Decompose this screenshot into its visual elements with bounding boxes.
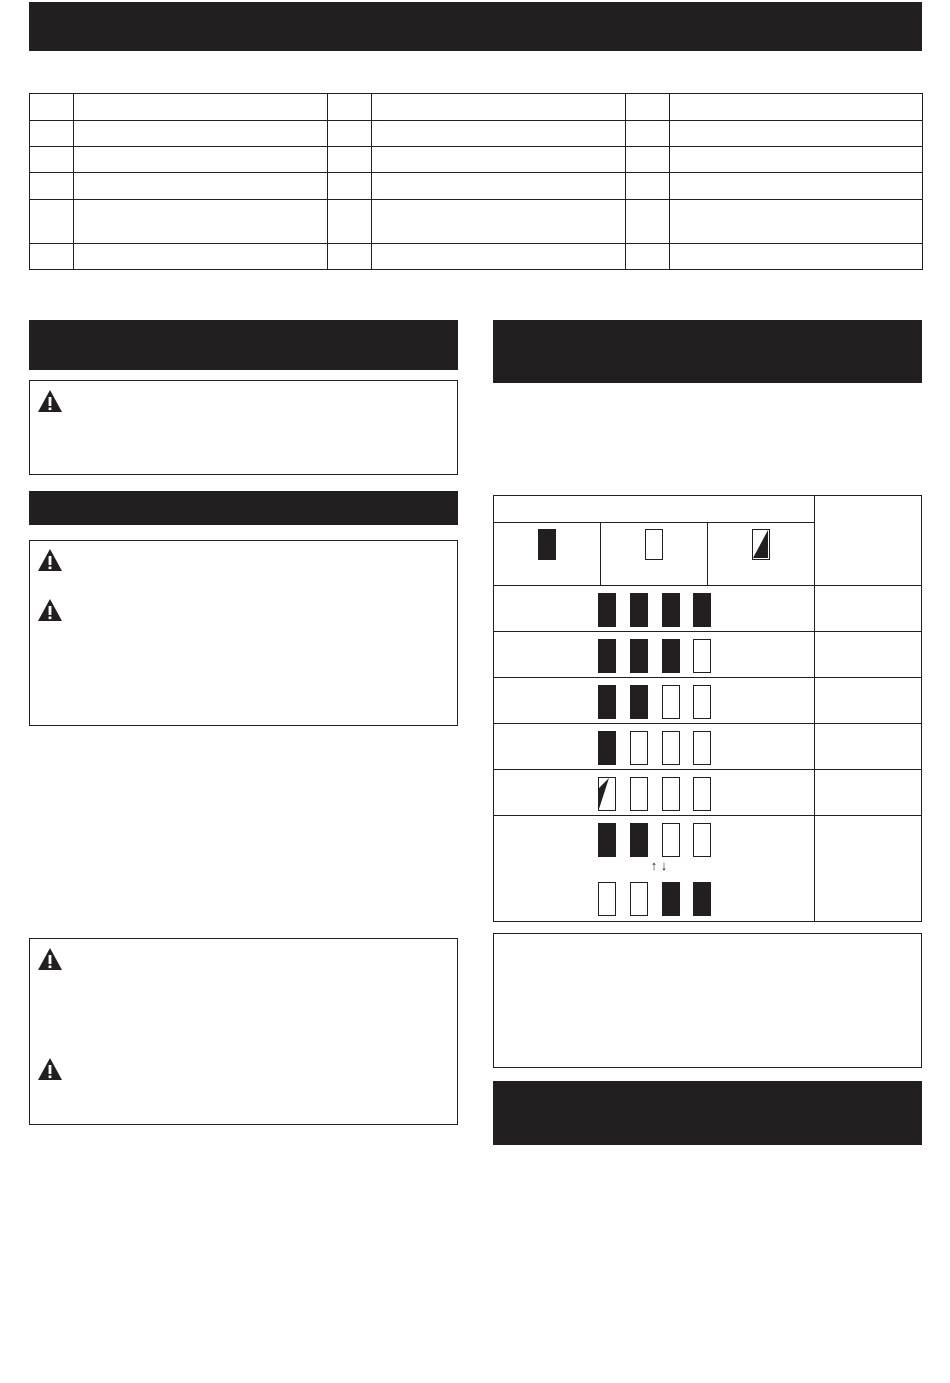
part-number-cell — [30, 173, 74, 200]
table-divider — [707, 522, 708, 585]
part-number-cell — [626, 200, 670, 244]
lamp-row-6-alt-4 — [693, 882, 711, 916]
part-name-cell — [74, 94, 328, 121]
table-divider — [600, 522, 601, 585]
table-row — [30, 244, 923, 270]
lamp-row-1-3 — [662, 593, 680, 627]
lamp-row-6-2 — [630, 823, 648, 857]
page-header-bar — [29, 2, 922, 51]
row-divider — [494, 631, 921, 632]
part-name-cell — [372, 147, 626, 173]
lamp-row-1-1 — [598, 593, 616, 627]
alternating-arrows: ↑ ↓ — [650, 858, 668, 873]
part-number-cell — [30, 147, 74, 173]
lamp-row-3-2 — [630, 685, 648, 719]
lamp-row-4-2 — [630, 731, 648, 765]
lamp-row-2-4 — [693, 639, 711, 673]
lamp-row-6-1 — [598, 823, 616, 857]
lamp-row-2-1 — [598, 639, 616, 673]
row-divider — [494, 815, 921, 816]
table-divider — [814, 496, 815, 921]
legend-off-lamp — [645, 529, 663, 560]
warning-triangle-icon — [37, 1057, 63, 1081]
section-header-left-1 — [29, 320, 458, 370]
lamp-row-4-4 — [693, 731, 711, 765]
note-box — [493, 933, 922, 1068]
part-number-cell — [30, 200, 74, 244]
warning-triangle-icon — [37, 947, 63, 971]
legend-blinking-lamp — [752, 529, 770, 560]
lamp-row-3-3 — [662, 685, 680, 719]
part-name-cell — [74, 244, 328, 270]
part-name-cell — [670, 244, 923, 270]
part-name-cell — [670, 200, 923, 244]
part-name-cell — [74, 200, 328, 244]
part-number-cell — [328, 147, 372, 173]
battery-indicator-table — [493, 495, 922, 922]
table-row — [30, 173, 923, 200]
part-number-cell — [328, 121, 372, 147]
lamp-row-4-1 — [598, 731, 616, 765]
row-divider — [494, 677, 921, 678]
part-number-cell — [626, 94, 670, 121]
table-row — [30, 121, 923, 147]
part-number-cell — [328, 244, 372, 270]
warning-triangle-icon — [37, 548, 63, 572]
lamp-row-1-2 — [630, 593, 648, 627]
lamp-row-6-alt-2 — [630, 882, 648, 916]
lamp-row-6-3 — [662, 823, 680, 857]
lamp-row-5-1 — [598, 777, 616, 811]
table-divider — [494, 522, 814, 523]
warning-triangle-icon — [37, 598, 63, 622]
lamp-row-1-4 — [693, 593, 711, 627]
part-name-cell — [74, 121, 328, 147]
lamp-row-5-3 — [662, 777, 680, 811]
section-header-right-2 — [493, 1081, 922, 1145]
lamp-row-6-4 — [693, 823, 711, 857]
lamp-row-2-3 — [662, 639, 680, 673]
warning-triangle-icon — [37, 389, 63, 413]
lamp-row-3-4 — [693, 685, 711, 719]
section-header-left-2 — [29, 491, 458, 525]
part-number-cell — [626, 121, 670, 147]
part-number-cell — [30, 121, 74, 147]
lamp-row-5-4 — [693, 777, 711, 811]
lamp-row-3-1 — [598, 685, 616, 719]
part-number-cell — [30, 94, 74, 121]
table-row — [30, 147, 923, 173]
part-name-cell — [670, 173, 923, 200]
lamp-row-6-alt-1 — [598, 882, 616, 916]
legend-lighted-lamp — [538, 529, 556, 560]
part-name-cell — [670, 94, 923, 121]
part-name-cell — [372, 244, 626, 270]
part-number-cell — [626, 173, 670, 200]
row-divider — [494, 723, 921, 724]
table-row — [30, 200, 923, 244]
lamp-row-4-3 — [662, 731, 680, 765]
lamp-row-5-2 — [630, 777, 648, 811]
part-number-cell — [328, 173, 372, 200]
row-divider — [494, 769, 921, 770]
part-number-cell — [328, 94, 372, 121]
row-divider — [494, 585, 921, 586]
parts-table — [29, 93, 923, 270]
warning-box-2 — [29, 540, 458, 726]
part-name-cell — [74, 173, 328, 200]
table-row — [30, 94, 923, 121]
part-number-cell — [30, 244, 74, 270]
lamp-row-2-2 — [630, 639, 648, 673]
part-name-cell — [670, 147, 923, 173]
part-name-cell — [372, 121, 626, 147]
lamp-row-6-alt-3 — [662, 882, 680, 916]
part-name-cell — [372, 94, 626, 121]
warning-box-3 — [29, 938, 458, 1125]
part-name-cell — [74, 147, 328, 173]
part-name-cell — [670, 121, 923, 147]
part-number-cell — [328, 200, 372, 244]
part-number-cell — [626, 147, 670, 173]
part-number-cell — [626, 244, 670, 270]
part-name-cell — [372, 173, 626, 200]
warning-box-1 — [29, 380, 458, 475]
part-name-cell — [372, 200, 626, 244]
section-header-right-1 — [493, 320, 922, 383]
